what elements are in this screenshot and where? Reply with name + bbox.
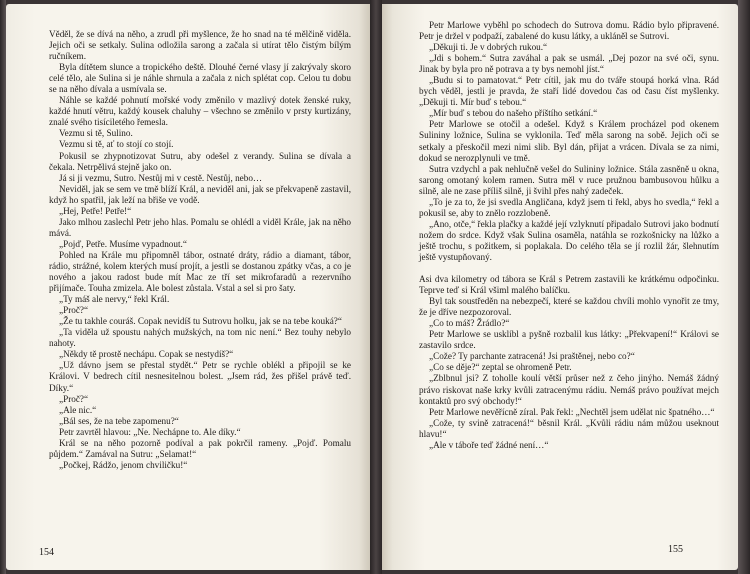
paragraph: „Co se děje?“ zeptal se ohromeně Petr. [429,362,572,373]
paragraph: „Ta viděla už spoustu nahých mužských, na tom nic není.“ Bez touhy nebylo nahoty. [49,327,351,349]
paragraph: „Co to máš? Žrádlo?“ [429,318,510,329]
paragraph: Vezmu si tě, Sulino. [59,128,133,139]
paragraph: Já si ji vezmu, Sutro. Nestůj mi v cestě. Nestůj, nebo… [59,172,263,183]
paragraph: „Proč?“ [59,393,89,404]
paragraph: „Hej, Petře! Petře!“ [59,205,132,216]
page-number: 154 [39,547,54,558]
paragraph: Petr Marlowe vyběhl po schodech do Sutrova domu. Rádio bylo připravené. Petr je držel v podpaží, zabalené do kusu látky, a ukláněl se Sutrovi. [419,20,719,42]
page-number: 155 [668,544,683,555]
paragraph: Král se na něho pozorně podíval a pak pokrčil rameny. „Pojď. Pomalu půjdem.“ Zamával na Sutru: „Selamat!“ [49,437,351,459]
paragraph: „Budu si to pamatovat.“ Petr cítil, jak mu do tváře stoupá horká vlna. Rád bych věděl, jestli je pravda, že staří lidé dovedou čas od času číst myšlenky. „Děkuji ti. Mír buď s tebou.“ [419,75,719,108]
paragraph: „Někdy tě prostě nechápu. Copak se nestydíš?“ [59,349,234,360]
paragraph: Jako mlhou zaslechl Petr jeho hlas. Pomalu se ohlédl a viděl Krále, jak na něho mává. [49,216,351,238]
left-page [6,4,370,570]
paragraph: „Ty máš ale nervy,“ řekl Král. [59,294,170,305]
paragraph: Byl tak soustředěn na nebezpečí, které se každou chvíli mohlo vynořit ze tmy, že je dříve nezpozoroval. [419,296,719,318]
paragraph: „Ale nic.“ [59,404,97,415]
paragraph: „Ale v táboře teď žádné není…“ [429,439,549,450]
paragraph: „Jdi s bohem.“ Sutra zaváhal a pak se usmál. „Dej pozor na své oči, synu. Jinak by byla pro ně potrava a ty bys nemohl jíst.“ [419,53,719,75]
paragraph: „Počkej, Rádžo, jenom chviličku!“ [59,459,188,470]
paragraph: „Cože, ty svině zatracená!“ běsnil Král. „Kvůli rádiu nám můžou useknout hlavu!“ [419,417,719,439]
paragraph: Asi dva kilometry od tábora se Král s Petrem zastavili ke krátkému odpočinku. Teprve teď si Král všiml malého balíčku. [419,274,719,296]
paragraph: Neviděl, jak se sem ve tmě blíží Král, a neviděl ani, jak se překvapeně zastavil, když ho spatřil, jak leží na břiše ve vodě. [49,183,351,205]
paragraph: „Že tu takhle couráš. Copak nevidíš tu Sutrovu holku, jak se na tebe kouká?“ [59,316,342,327]
paragraph: Byla dítětem slunce a tropického deště. Dlouhé černé vlasy jí zakrývaly skoro celé tělo, ale Sulina si je náhle shrnula a začala z nich splétat cop. Celou tu dobu se na něho dívala a usmívala se. [49,62,351,95]
paragraph: „Zblbnul jsi? Z toholle koulí větší průser než z čeho jinýho. Nemáš žádný právo riskovat naše krky kvůli zatracenýmu rádiu. Nemáš právo používat mejch kontaktů pro svý obchody!“ [419,373,719,406]
paragraph: „Už dávno jsem se přestal stydět.“ Petr se rychle oblékl a připojil se ke Královi. V bedrech cítil nesnesitelnou bolest. „Jsem rád, žes přišel právě teď. Díky.“ [49,360,351,393]
paragraph: Petr Marlowe se usklíbl a pyšně rozbalil kus látky: „Překvapení!“ Královi se zastavilo srdce. [419,329,719,351]
paragraph: „Pojď, Petře. Musíme vypadnout.“ [59,238,187,249]
book-gutter [370,0,382,574]
left-page-text [49,29,351,471]
right-page-text [419,20,719,451]
paragraph: „Proč?“ [59,305,89,316]
paragraph: „Děkuji ti. Je v dobrých rukou.“ [429,42,548,53]
paragraph: Náhle se každé pohnutí mořské vody změnilo v mazlivý dotek ženské ruky, každé hnutí větru, každý kousek chaluhy – všechno se změnilo v prsty kurtizány, znalé svého tisíciletého řemesla. [49,95,351,128]
paragraph: „Bál ses, že na tebe zapomenu?“ [59,415,179,426]
paragraph: Věděl, že se dívá na něho, a zrudl při myšlence, že ho snad na té mělčině viděla. Jejich oči se setkaly. Sulina odložila sarong a začala si utírat tělo čistým bílým ručníkem. [49,29,351,62]
paragraph: Petr Marlowe se otočil a odešel. Když s Králem procházel pod okenem Sulininy ložnice, Sulina se vyklonila. Teď měla sarong na sobě. Jejich oči se setkaly a přeskočil mezi nimi slib. Byl dán, přijat a vrácen. Dívala se za nimi, dokud se nerozplynuli ve tmě. [419,119,719,163]
paragraph: Pohled na Krále mu připomněl tábor, ostnaté dráty, rádio a diamant, tábor, rádio, strážné, kolem kterých musí projít, a jestli se dostanou zpátky včas, a co je nového a jakou radost bude mít Mac ze tří set mikrofaradů a rezervního přijímače. Touha zmizela. Ale bolest zůstala. Vstal a sel si pro šaty. [49,249,351,294]
paragraph: Pokusil se zhypnotizovat Sutru, aby odešel z verandy. Sulina se dívala a čekala. Netrpělivá stejně jako on. [49,150,351,172]
paragraph: Petr Marlowe nevěřícně zíral. Pak řekl: „Nechtěl jsem udělat nic špatného…“ [429,406,715,417]
paragraph: Sutra vzdychl a pak nehlučně vešel do Sulininy ložnice. Stála zasněně u okna, sarong omotaný kolem ramen. Sutra měl v ruce pružnou bambusovou hůlku a silně, ale ne zase příliš silně, ji švihl přes nahý zadeček. [419,163,719,196]
book-edge-right [738,0,750,574]
paragraph: „To je za to, že jsi svedla Angličana, když jsem ti řekl, abys ho svedla,“ řekl a pokusil se, aby to znělo rozzlobeně. [419,196,719,218]
paragraph: Vezmu si tě, ať to stojí co stojí. [59,139,174,150]
paragraph: Petr zavrtěl hlavou: „Ne. Nechápne to. Ale díky.“ [59,426,241,437]
right-page [382,4,738,570]
paragraph: „Cože? Ty parchante zatracená! Jsi praštěnej, nebo co?“ [429,351,635,362]
paragraph: „Ano, otče,“ řekla plačky a každé její vzlyknutí připadalo Sutrovi jako bodnutí nožem do srdce. Když však Sulina osaměla, natáhla se rozkošnicky na lůžko a ještě trochu, s požitkem, si poplakala. Do celého těla se jí rozlil žár, šlehnutím ještě vystupňovaný. [419,218,719,262]
paragraph: „Mír buď s tebou do našeho příštího setkání.“ [429,108,598,119]
